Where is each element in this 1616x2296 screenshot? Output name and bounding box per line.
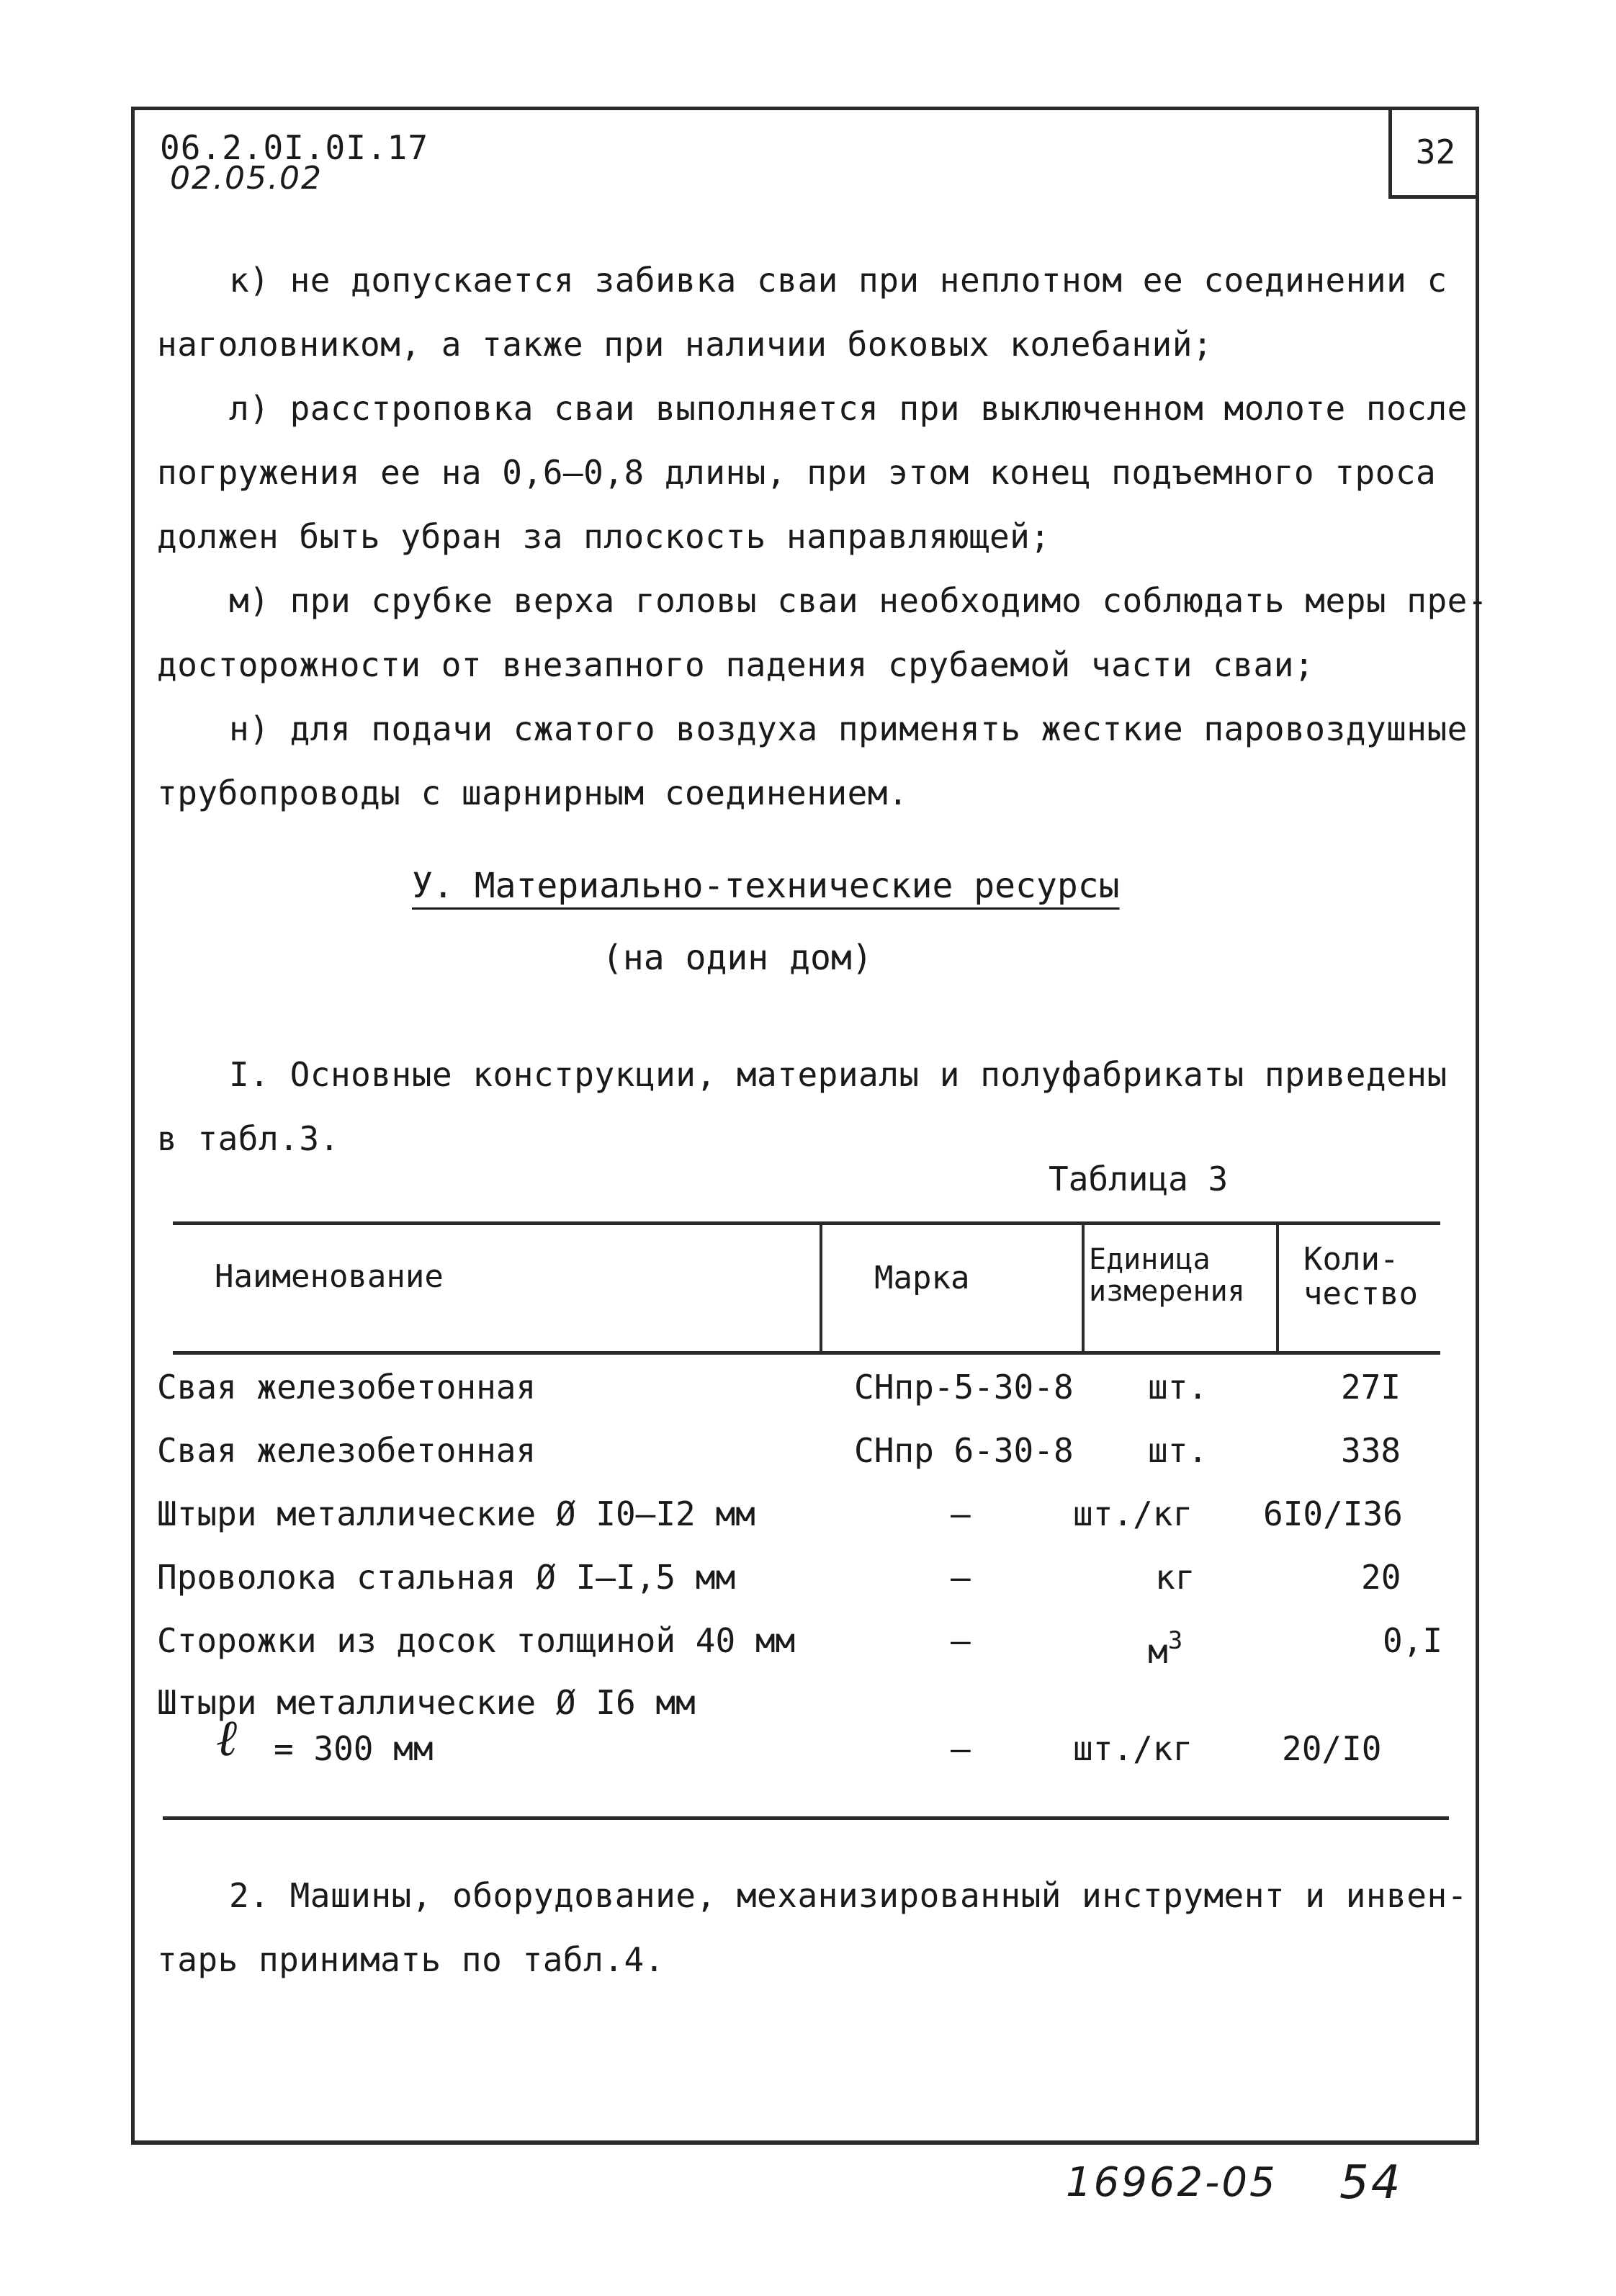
page-number: 32 xyxy=(1388,108,1479,199)
paragraph-k-line1: к) не допускается забивка сваи при неплотном ее соединении с xyxy=(229,261,1447,300)
row4-qty: 20 xyxy=(1361,1558,1401,1597)
document-code: 06.2.0I.0I.17 xyxy=(160,128,429,167)
row5-qty: 0,I xyxy=(1383,1621,1443,1660)
section-title: У. Материально-технические ресурсы xyxy=(412,866,1120,906)
header-qty-line1: Коли- xyxy=(1303,1241,1399,1278)
row4-unit: кг xyxy=(1155,1558,1195,1597)
item1-line1: I. Основные конструкции, материалы и полуфабрикаты приведены xyxy=(229,1055,1447,1094)
length-symbol: ℓ xyxy=(216,1708,238,1767)
row5-name: Сторожки из досок толщиной 40 мм xyxy=(157,1621,796,1660)
row5-unit-superscript: 3 xyxy=(1167,1626,1183,1655)
row3-unit: шт./кг xyxy=(1073,1494,1193,1533)
row5-mark: – xyxy=(951,1621,971,1660)
row6-mark: – xyxy=(951,1729,971,1768)
table-top-rule xyxy=(173,1221,1440,1225)
paragraph-n-line2: трубопроводы с шарнирным соединением. xyxy=(157,773,909,812)
row1-mark: СНпр-5-30-8 xyxy=(854,1368,1074,1407)
table-header-divider-1 xyxy=(820,1223,822,1353)
row1-qty: 27I xyxy=(1341,1368,1401,1407)
table-bottom-rule xyxy=(163,1816,1449,1820)
paragraph-l-line3: должен быть убран за плоскость направляющей; xyxy=(157,517,1051,556)
paragraph-l-line1: л) расстроповка сваи выполняется при выключенном молоте после xyxy=(229,389,1468,428)
section-subtitle: (на один дом) xyxy=(602,938,873,978)
row4-name: Проволока стальная Ø I–I,5 мм xyxy=(157,1558,736,1597)
row3-qty: 6I0/I36 xyxy=(1263,1494,1403,1533)
row6-name-line2: = 300 мм xyxy=(274,1729,434,1768)
row6-name: Штыри металлические Ø I6 мм xyxy=(157,1683,696,1722)
paragraph-n-line1: н) для подачи сжатого воздуха применять жесткие паровоздушные xyxy=(229,709,1468,748)
header-name: Наименование xyxy=(215,1258,444,1295)
row5-unit-base: м xyxy=(1148,1632,1168,1671)
paragraph-l-line2: погружения ее на 0,6–0,8 длины, при этом конец подъемного троса xyxy=(157,453,1437,492)
header-qty-line2: чество xyxy=(1303,1275,1418,1312)
document-code-handwritten: 02.05.02 xyxy=(170,160,323,197)
paragraph-m-line2: досторожности от внезапного падения срубаемой части сваи; xyxy=(157,645,1315,684)
header-unit-line2: измерения xyxy=(1089,1275,1245,1308)
footer-sheet-number: 54 xyxy=(1339,2156,1403,2210)
paragraph-k-line2: наголовником, а также при наличии боковых колебаний; xyxy=(157,325,1213,364)
row1-unit: шт. xyxy=(1148,1368,1208,1407)
row2-qty: 338 xyxy=(1341,1431,1401,1470)
footer-document-number: 16962-05 xyxy=(1066,2159,1278,2206)
row2-name: Свая железобетонная xyxy=(157,1431,537,1470)
item2-line2: тарь принимать по табл.4. xyxy=(157,1940,665,1979)
row3-mark: – xyxy=(951,1494,971,1533)
table-header-divider-2 xyxy=(1082,1223,1085,1353)
row3-name: Штыри металлические Ø I0–I2 мм xyxy=(157,1494,755,1533)
table-header-bottom-rule xyxy=(173,1351,1440,1355)
item2-line1: 2. Машины, оборудование, механизированный инструмент и инвен- xyxy=(229,1876,1468,1915)
row6-qty: 20/I0 xyxy=(1282,1729,1382,1768)
table-caption: Таблица 3 xyxy=(1049,1160,1229,1198)
row5-unit xyxy=(1148,1619,1182,1673)
row1-name: Свая железобетонная xyxy=(157,1368,537,1407)
row2-mark: СНпр 6-30-8 xyxy=(854,1431,1074,1470)
paragraph-m-line1: м) при срубке верха головы сваи необходимо соблюдать меры пре- xyxy=(229,581,1489,620)
row2-unit: шт. xyxy=(1148,1431,1208,1470)
table-header-divider-3 xyxy=(1276,1223,1279,1353)
item1-line2: в табл.3. xyxy=(157,1119,340,1158)
header-unit-line1: Единица xyxy=(1089,1243,1211,1276)
row4-mark: – xyxy=(951,1558,971,1597)
row6-unit: шт./кг xyxy=(1073,1729,1193,1768)
header-mark: Марка xyxy=(874,1260,970,1296)
